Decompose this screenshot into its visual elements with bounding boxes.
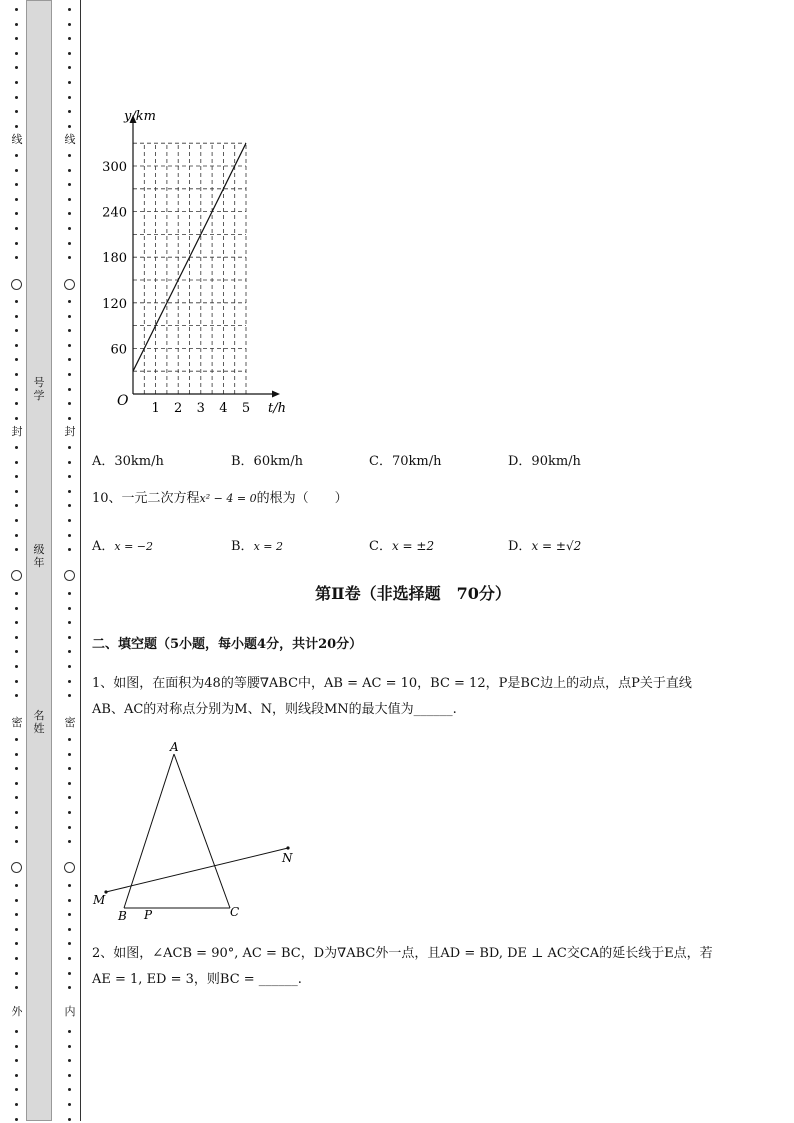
- y-axis-label: y/km: [124, 109, 156, 124]
- margin-dot: [15, 227, 18, 230]
- margin-dot: [68, 110, 71, 113]
- margin-dot: [15, 66, 18, 69]
- margin-dot: [15, 942, 18, 945]
- margin-dot: [68, 1088, 71, 1091]
- subsection-title: 二、填空题（5小题，每小题4分，共计20分）: [92, 637, 363, 652]
- margin-dot: [68, 1045, 71, 1048]
- margin-dot: [68, 753, 71, 756]
- option-math: x = ±√2: [531, 539, 582, 553]
- margin-dot: [15, 242, 18, 245]
- margin-dot: [68, 344, 71, 347]
- margin-dot: [68, 66, 71, 69]
- x-tick-label: 2: [174, 401, 183, 416]
- x-axis-label: t/h: [268, 401, 286, 416]
- margin-dot: [15, 1045, 18, 1048]
- margin-dot: [15, 782, 18, 785]
- q10-option-c[interactable]: [369, 535, 434, 554]
- binding-border-line: [80, 0, 81, 1121]
- y-tick-labels: [102, 160, 127, 357]
- margin-dot: [15, 446, 18, 449]
- margin-dot: [15, 329, 18, 332]
- margin-dot: [68, 534, 71, 537]
- y-tick-label: 240: [102, 205, 127, 221]
- fill2-line1: 2、如图，∠ACB = 90°, AC = BC，D为∇ABC外一点，且AD = BD, DE ⊥ AC交CA的延长线于E点，若: [92, 946, 713, 961]
- inner-mark-mi: 密: [62, 716, 78, 730]
- q9-option-a[interactable]: A．30km/h: [92, 454, 164, 469]
- label-m: M: [93, 893, 106, 907]
- margin-dot: [15, 81, 18, 84]
- q10-option-d[interactable]: [508, 535, 581, 554]
- x-tick-label: 1: [151, 401, 160, 416]
- outer-circle: [11, 570, 22, 581]
- margin-dot: [15, 52, 18, 55]
- margin-dot: [68, 52, 71, 55]
- inner-circle: [64, 279, 75, 290]
- margin-dot: [15, 650, 18, 653]
- margin-dot: [68, 37, 71, 40]
- margin-dot: [15, 665, 18, 668]
- margin-dot: [68, 125, 71, 128]
- margin-dot: [15, 388, 18, 391]
- margin-dot: [15, 358, 18, 361]
- margin-dot: [15, 461, 18, 464]
- margin-dot: [15, 96, 18, 99]
- x-tick-label: 5: [241, 401, 251, 416]
- margin-dot: [68, 461, 71, 464]
- inner-dotted-line: [65, 0, 75, 1123]
- outer-mark-mi: 密: [9, 716, 25, 730]
- option-label: C．: [369, 539, 392, 554]
- binding-margin: [0, 0, 82, 1123]
- margin-dot: [68, 8, 71, 11]
- margin-dot: [68, 986, 71, 989]
- option-label: B．: [231, 539, 254, 554]
- q9-option-b[interactable]: B．60km/h: [231, 454, 304, 469]
- margin-dot: [15, 212, 18, 215]
- outer-circle: [11, 862, 22, 873]
- margin-dot: [15, 986, 18, 989]
- margin-dot: [15, 344, 18, 347]
- margin-dot: [68, 942, 71, 945]
- fill1-line2: AB、AC的对称点分别为M、N，则线段MN的最大值为______.: [92, 702, 457, 717]
- q9-option-d[interactable]: D．90km/h: [508, 454, 581, 469]
- label-c: C: [230, 905, 240, 919]
- option-math: x = 2: [253, 540, 283, 553]
- margin-dot: [68, 475, 71, 478]
- y-tick-label: 180: [102, 251, 127, 267]
- margin-dot: [15, 402, 18, 405]
- margin-dot: [15, 913, 18, 916]
- margin-dot: [68, 957, 71, 960]
- margin-dot: [68, 212, 71, 215]
- x-tick-label: 4: [219, 401, 228, 416]
- fill1-line1: 1、如图，在面积为48的等腰∇ABC中，AB = AC = 10，BC = 12，P是BC边上的动点，点P关于直线: [92, 676, 692, 691]
- margin-dot: [68, 446, 71, 449]
- margin-dot: [15, 884, 18, 887]
- margin-dot: [15, 680, 18, 683]
- margin-dot: [68, 23, 71, 26]
- margin-dot: [68, 826, 71, 829]
- label-p: P: [144, 908, 153, 922]
- margin-dot: [68, 256, 71, 259]
- margin-dot: [15, 504, 18, 507]
- margin-dot: [15, 1059, 18, 1062]
- margin-dot: [68, 913, 71, 916]
- q10-stem-prefix: 10、一元二次方程: [92, 491, 200, 506]
- distance-time-graph: [92, 100, 312, 420]
- label-a: A: [170, 740, 179, 754]
- segment-mn: [106, 848, 288, 892]
- margin-dot: [68, 315, 71, 318]
- margin-dot: [68, 198, 71, 201]
- inner-mark-xian: 线: [62, 133, 78, 147]
- margin-dot: [15, 548, 18, 551]
- outer-mark-wai: 外: [9, 1005, 25, 1019]
- y-tick-label: 300: [102, 160, 127, 175]
- option-label: D．: [508, 539, 532, 554]
- field-label-student-id: 号学: [33, 376, 45, 402]
- inner-circle: [64, 862, 75, 873]
- section-title: 第Ⅱ卷（非选择题 70分）: [315, 584, 511, 603]
- margin-dot: [68, 680, 71, 683]
- margin-dot: [15, 23, 18, 26]
- label-n: N: [282, 851, 293, 865]
- field-label-name: 名姓: [33, 709, 45, 735]
- margin-dot: [68, 899, 71, 902]
- margin-dot: [68, 782, 71, 785]
- page-content: [92, 0, 772, 1123]
- margin-dot: [68, 738, 71, 741]
- margin-dot: [68, 650, 71, 653]
- margin-dot: [15, 811, 18, 814]
- margin-dot: [15, 972, 18, 975]
- margin-dot: [15, 373, 18, 376]
- margin-dot: [15, 417, 18, 420]
- margin-dot: [68, 504, 71, 507]
- margin-dot: [68, 1103, 71, 1106]
- margin-dot: [15, 607, 18, 610]
- inner-mark-feng: 封: [62, 425, 78, 439]
- x-tick-labels: [151, 401, 250, 416]
- outer-dotted-line: [12, 0, 22, 1123]
- margin-dot: [15, 928, 18, 931]
- margin-dot: [68, 636, 71, 639]
- margin-dot: [15, 738, 18, 741]
- margin-dot: [68, 373, 71, 376]
- segment-ac: [174, 754, 230, 908]
- margin-dot: [68, 811, 71, 814]
- margin-dot: [15, 1030, 18, 1033]
- q10-option-a[interactable]: [92, 535, 153, 554]
- margin-dot: [68, 388, 71, 391]
- margin-dot: [68, 621, 71, 624]
- margin-dot: [15, 1103, 18, 1106]
- graph-grid: [133, 143, 246, 394]
- margin-dot: [68, 1059, 71, 1062]
- margin-dot: [15, 767, 18, 770]
- margin-dot: [15, 534, 18, 537]
- margin-dot: [68, 417, 71, 420]
- margin-dot: [68, 548, 71, 551]
- margin-dot: [68, 884, 71, 887]
- margin-dot: [68, 402, 71, 405]
- margin-dot: [15, 125, 18, 128]
- q10-stem: [92, 486, 348, 512]
- inner-circle: [64, 570, 75, 581]
- margin-dot: [15, 154, 18, 157]
- margin-dot: [68, 607, 71, 610]
- margin-dot: [15, 8, 18, 11]
- margin-dot: [15, 694, 18, 697]
- margin-dot: [68, 767, 71, 770]
- margin-dot: [68, 1074, 71, 1077]
- q10-equation: x² − 4 = 0: [199, 492, 257, 505]
- margin-dot: [68, 490, 71, 493]
- field-label-class: 级年: [33, 543, 45, 569]
- margin-dot: [15, 753, 18, 756]
- margin-dot: [15, 899, 18, 902]
- margin-dot: [68, 1118, 71, 1121]
- margin-dot: [68, 154, 71, 157]
- margin-dot: [15, 1088, 18, 1091]
- margin-dot: [68, 796, 71, 799]
- outer-mark-xian: 线: [9, 133, 25, 147]
- q9-option-c[interactable]: C．70km/h: [369, 454, 442, 469]
- margin-dot: [68, 358, 71, 361]
- margin-dot: [68, 928, 71, 931]
- fill2-line2: AE = 1, ED = 3，则BC = ______.: [92, 972, 302, 987]
- segment-ab: [124, 754, 174, 908]
- y-tick-label: 60: [110, 342, 127, 358]
- margin-dot: [68, 96, 71, 99]
- margin-dot: [15, 198, 18, 201]
- option-label: A．: [92, 539, 115, 554]
- margin-dot: [68, 592, 71, 595]
- margin-dot: [15, 256, 18, 259]
- margin-dot: [15, 796, 18, 799]
- x-tick-label: 3: [196, 401, 205, 416]
- point-n: [286, 846, 289, 849]
- margin-dot: [15, 110, 18, 113]
- margin-dot: [15, 490, 18, 493]
- margin-dot: [68, 972, 71, 975]
- outer-mark-feng: 封: [9, 425, 25, 439]
- origin-label: O: [117, 393, 129, 409]
- margin-dot: [68, 519, 71, 522]
- margin-dot: [68, 242, 71, 245]
- y-tick-label: 120: [102, 296, 127, 312]
- margin-dot: [15, 183, 18, 186]
- outer-circle: [11, 279, 22, 290]
- inner-mark-nei: 内: [62, 1005, 78, 1019]
- label-b: B: [118, 909, 127, 923]
- margin-dot: [68, 227, 71, 230]
- option-math: x = −2: [114, 540, 154, 553]
- margin-dot: [15, 315, 18, 318]
- margin-dot: [15, 636, 18, 639]
- margin-dot: [68, 840, 71, 843]
- q10-option-b[interactable]: [231, 535, 283, 554]
- option-math: x = ±2: [391, 539, 435, 553]
- q10-stem-suffix: 的根为（ ）: [256, 491, 348, 506]
- margin-dot: [68, 1030, 71, 1033]
- margin-dot: [15, 169, 18, 172]
- margin-dot: [68, 665, 71, 668]
- margin-dot: [68, 169, 71, 172]
- margin-dot: [68, 694, 71, 697]
- margin-dot: [15, 475, 18, 478]
- triangle-figure: [92, 736, 312, 926]
- margin-dot: [15, 37, 18, 40]
- margin-dot: [15, 1074, 18, 1077]
- margin-dot: [15, 621, 18, 624]
- margin-dot: [15, 826, 18, 829]
- margin-dot: [15, 957, 18, 960]
- margin-dot: [15, 840, 18, 843]
- graph-axes: [130, 115, 281, 398]
- margin-dot: [68, 329, 71, 332]
- margin-dot: [15, 1118, 18, 1121]
- margin-dot: [15, 519, 18, 522]
- margin-dot: [68, 300, 71, 303]
- margin-dot: [15, 300, 18, 303]
- margin-dot: [68, 81, 71, 84]
- margin-dot: [15, 592, 18, 595]
- margin-dot: [68, 183, 71, 186]
